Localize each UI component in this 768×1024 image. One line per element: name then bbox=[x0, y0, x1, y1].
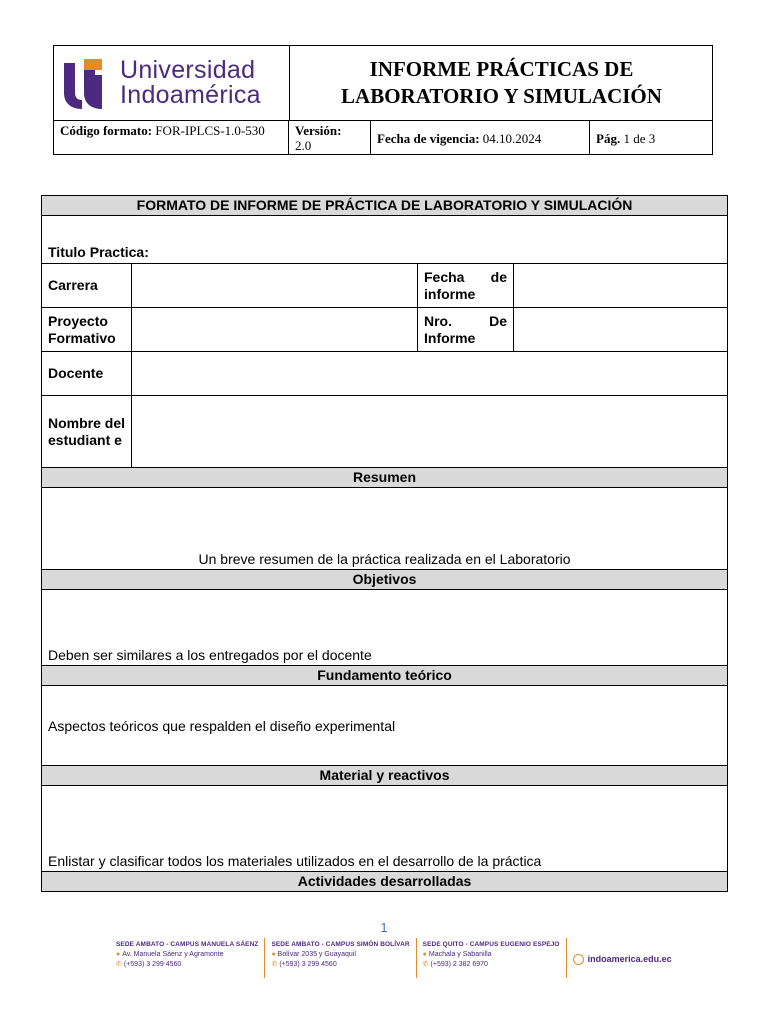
phone-icon: ✆ bbox=[271, 961, 278, 968]
logo-mark-icon bbox=[64, 59, 102, 109]
version-value: 2.0 bbox=[295, 138, 312, 153]
fundamento-content[interactable]: Aspectos teóricos que respalden el diseño experimental bbox=[42, 686, 728, 766]
form-main-title: FORMATO DE INFORME DE PRÁCTICA DE LABORATORIO Y SIMULACIÓN bbox=[42, 196, 728, 216]
header-info-row bbox=[54, 120, 713, 155]
objetivos-section-title: Objetivos bbox=[42, 570, 728, 590]
logo-line-2: Indoamérica bbox=[120, 81, 261, 109]
objetivos-content[interactable]: Deben ser similares a los entregados por el docente bbox=[42, 590, 728, 666]
docente-input[interactable] bbox=[132, 352, 728, 396]
phone-icon: ✆ bbox=[422, 961, 429, 968]
title-line-1: INFORME PRÁCTICAS DE bbox=[369, 57, 634, 81]
fundamento-section-title: Fundamento teórico bbox=[42, 666, 728, 686]
page-footer bbox=[110, 938, 678, 978]
version-cell bbox=[289, 121, 371, 155]
page-number: 1 bbox=[380, 920, 388, 935]
carrera-input[interactable] bbox=[132, 264, 418, 308]
format-code-value: FOR-IPLCS-1.0-530 bbox=[155, 123, 265, 138]
footer-campus-1: SEDE AMBATO - CAMPUS MANUELA SÁENZ ● Av. Manuela Sáenz y Agramonte ✆ (+593) 3 299 4560 bbox=[110, 938, 265, 978]
logo-line-1: Universidad bbox=[120, 56, 256, 84]
format-code-cell bbox=[54, 121, 289, 155]
version-label: Versión: bbox=[295, 123, 342, 138]
document-title bbox=[290, 46, 713, 120]
validity-cell bbox=[371, 121, 590, 155]
proyecto-formativo-label: Proyecto Formativo bbox=[42, 308, 132, 352]
website-link[interactable]: indoamerica.edu.ec bbox=[587, 954, 672, 964]
actividades-section-title: Actividades desarrolladas bbox=[42, 872, 728, 892]
page-label: Pág. bbox=[596, 130, 621, 146]
carrera-label: Carrera bbox=[42, 264, 132, 308]
location-pin-icon: ● bbox=[271, 951, 276, 958]
title-line-2: LABORATORIO Y SIMULACIÓN bbox=[341, 84, 662, 108]
phone-icon: ✆ bbox=[116, 961, 122, 968]
footer-campus-2: SEDE AMBATO - CAMPUS SIMÓN BOLÍVAR ● Bolívar 2035 y Guayaquil ✆ (+593) 3 299 4560 bbox=[265, 938, 416, 978]
material-content[interactable]: Enlistar y clasificar todos los materiales utilizados en el desarrollo de la práctica bbox=[42, 786, 728, 872]
resumen-content[interactable]: Un breve resumen de la práctica realizada en el Laboratorio bbox=[42, 488, 728, 570]
globe-icon bbox=[573, 954, 584, 965]
location-pin-icon: ● bbox=[422, 951, 427, 958]
document-header bbox=[53, 45, 713, 155]
footer-website[interactable] bbox=[567, 938, 678, 978]
docente-label: Docente bbox=[42, 352, 132, 396]
practice-title-field[interactable]: Titulo Practica: bbox=[42, 216, 728, 264]
page-value: 1 de 3 bbox=[623, 130, 656, 146]
location-pin-icon: ● bbox=[116, 951, 121, 958]
fecha-informe-label: Fecha de informe bbox=[418, 264, 514, 308]
material-section-title: Material y reactivos bbox=[42, 766, 728, 786]
proyecto-formativo-input[interactable] bbox=[132, 308, 418, 352]
estudiante-input[interactable] bbox=[132, 396, 728, 468]
validity-value: 04.10.2024 bbox=[482, 130, 542, 146]
report-form-table bbox=[41, 195, 728, 892]
footer-campus-3: SEDE QUITO - CAMPUS EUGENIO ESPEJO ● Machala y Sabanilla ✆ (+593) 2 382 6970 bbox=[417, 938, 567, 978]
estudiante-label: Nombre del estudiant e bbox=[42, 396, 132, 468]
university-logo bbox=[54, 46, 290, 120]
page-cell bbox=[590, 121, 713, 155]
format-code-label: Código formato: bbox=[60, 123, 153, 138]
resumen-section-title: Resumen bbox=[42, 468, 728, 488]
logo-text bbox=[120, 58, 261, 108]
nro-informe-input[interactable] bbox=[514, 308, 728, 352]
nro-informe-label: Nro. De Informe bbox=[418, 308, 514, 352]
validity-label: Fecha de vigencia: bbox=[377, 130, 480, 146]
fecha-informe-input[interactable] bbox=[514, 264, 728, 308]
